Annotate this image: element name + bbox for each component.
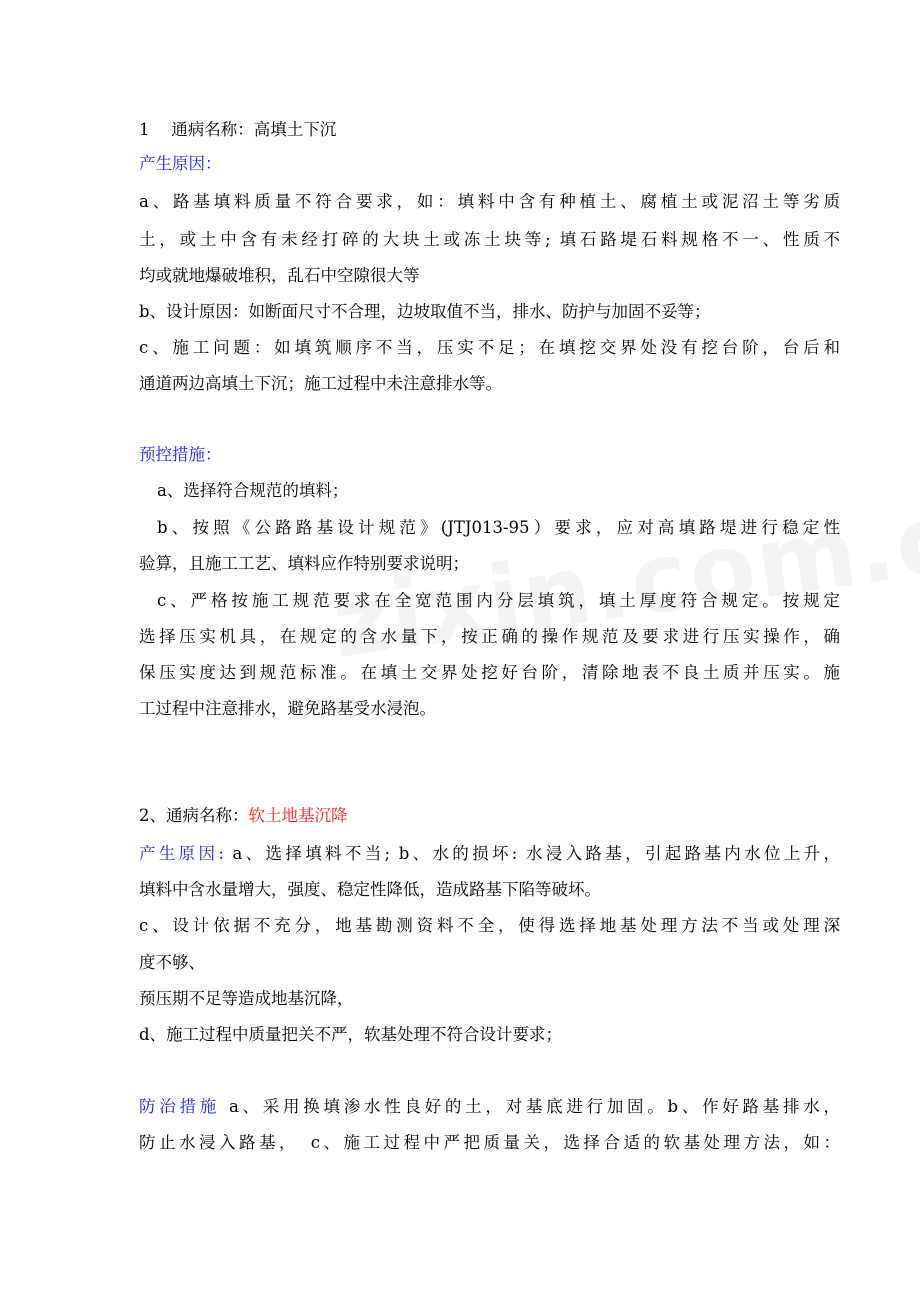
- section1-measure-b-line2: 验算，且施工工艺、填料应作特别要求说明；: [139, 554, 469, 573]
- section1-cause-b: b、设计原因：如断面尺寸不合理，边坡取值不当，排水、防护与加固不妥等；: [139, 302, 711, 321]
- section1-measure-c-line4: 工过程中注意排水，避免路基受水浸泡。: [139, 699, 436, 718]
- section1-title: 高填土下沉: [253, 120, 337, 139]
- section2-cause-d: d、施工过程中质量把关不严，软基处理不符合设计要求；: [139, 1025, 563, 1044]
- section1-cause-a-line1: a、路基填料质量不符合要求，如：填料中含有种植土、腐植土或泥沼土等劣质: [139, 192, 840, 211]
- section2-cause-heading: 产生原因:: [139, 844, 224, 863]
- section1-measure-c-line1: c、严格按施工规范要求在全宽范围内分层填筑，填土厚度符合规定。按规定: [157, 591, 840, 610]
- section2-cause-c-line1: c、设计依据不充分，地基勘测资料不全，使得选择地基处理方法不当或处理深: [139, 916, 840, 935]
- section1-measures-heading: 预控措施：: [139, 445, 222, 464]
- section2-title-prefix: 2、通病名称：: [139, 806, 249, 825]
- section2-measures-text1: a、采用换填渗水性良好的土，对基底进行加固。b、作好路基排水，: [219, 1097, 840, 1116]
- section2-cause-text1: a、选择填料不当; b、水的损坏: 水浸入路基，引起路基内水位上升，: [223, 844, 840, 863]
- section2-cause-line2: 填料中含水量增大，强度、稳定性降低，造成路基下陷等破坏。: [139, 880, 601, 899]
- section1-cause-c-line2: 通道两边高填土下沉；施工过程中未注意排水等。: [139, 374, 502, 393]
- section1-cause-c-line1: c、施工问题：如填筑顺序不当，压实不足；在填挖交界处没有挖台阶，台后和: [139, 338, 840, 357]
- section1-cause-a-line2: 土，或土中含有未经打碎的大块土或冻土块等; 填石路堤石料规格不一、性质不: [139, 230, 840, 249]
- section1-cause-a-line3: 均或就地爆破堆积，乱石中空隙很大等: [139, 266, 420, 285]
- section2-cause-line1: [139, 842, 840, 866]
- section2-measures-line2: 防止水浸入路基， c、施工过程中严把质量关，选择合适的软基处理方法，如：: [139, 1133, 840, 1152]
- section1-measure-b-line1: b、按照《公路路基设计规范》(JTJ013-95）要求，应对高填路堤进行稳定性: [157, 518, 840, 537]
- section1-measure-a: a、选择符合规范的填料；: [157, 481, 349, 500]
- section2-measures-line1: [139, 1095, 840, 1119]
- section1-cause-heading: 产生原因：: [139, 154, 222, 173]
- section2-measures-heading: 防治措施: [139, 1097, 220, 1116]
- section1-title-line: [139, 118, 840, 142]
- section1-title-prefix: 1 通病名称：: [139, 120, 254, 139]
- section2-title: 软土地基沉降: [248, 806, 348, 825]
- section2-title-line: [139, 804, 840, 828]
- section2-cause-c-line2: 度不够、: [139, 953, 205, 972]
- section1-measure-c-line2: 选择压实机具，在规定的含水量下，按正确的操作规范及要求进行压实操作，确: [139, 627, 840, 646]
- section2-cause-c-line3: 预压期不足等造成地基沉降，: [139, 989, 354, 1008]
- section1-measure-c-line3: 保压实度达到规范标准。在填土交界处挖好台阶，清除地表不良土质并压实。施: [139, 663, 840, 682]
